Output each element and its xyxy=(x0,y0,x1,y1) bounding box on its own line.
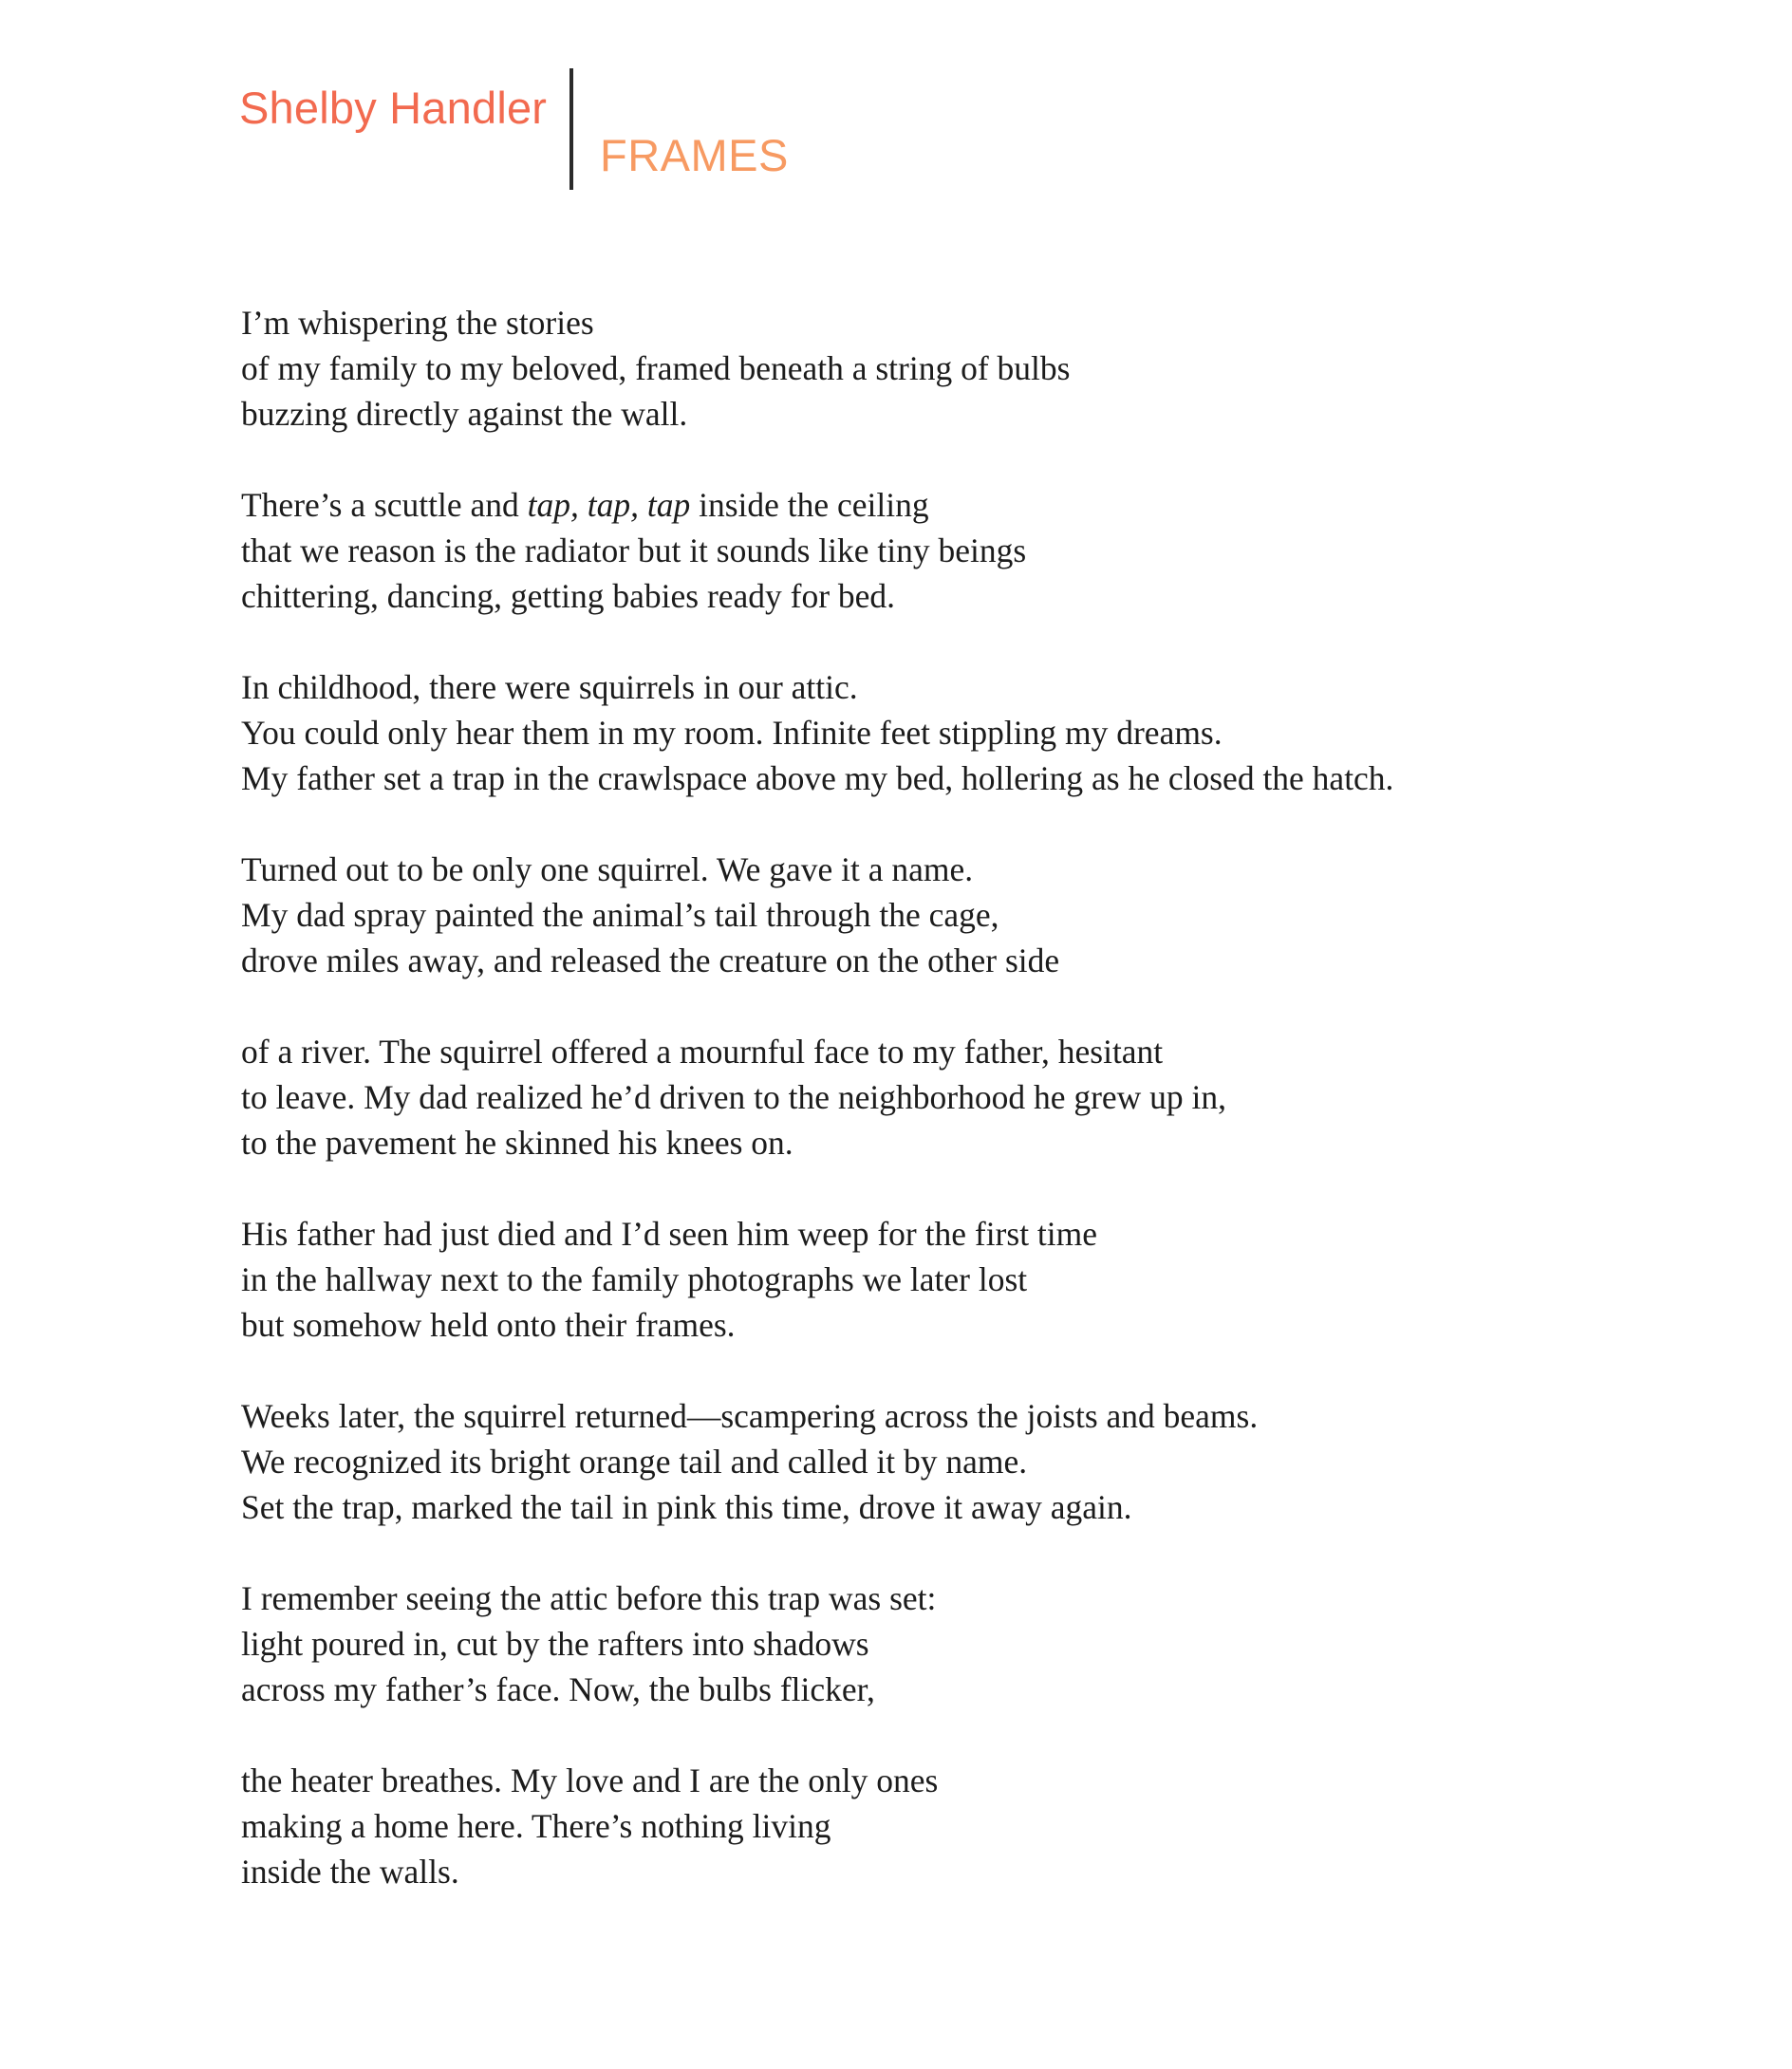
stanza-4 xyxy=(241,847,1722,983)
poem-line-text: inside the ceiling xyxy=(690,486,929,524)
poem-line-italic: tap, tap, tap xyxy=(527,486,691,524)
poem-line: in the hallway next to the family photographs we later lost xyxy=(241,1260,1028,1298)
poem-line: buzzing directly against the wall. xyxy=(241,395,688,433)
stanza-3 xyxy=(241,664,1722,801)
poem-line: that we reason is the radiator but it sounds like tiny beings xyxy=(241,531,1027,569)
poem-line: chittering, dancing, getting babies ready for bed. xyxy=(241,577,896,615)
poem-line: I’m whispering the stories xyxy=(241,304,594,342)
poem-line: I remember seeing the attic before this trap was set: xyxy=(241,1579,937,1617)
poem-line: You could only hear them in my room. Infinite feet stippling my dreams. xyxy=(241,714,1223,752)
poem-line-text: There’s a scuttle and xyxy=(241,486,528,524)
poem-line: We recognized its bright orange tail and called it by name. xyxy=(241,1443,1028,1481)
poem-line: to the pavement he skinned his knees on. xyxy=(241,1124,793,1162)
poem-line: making a home here. There’s nothing living xyxy=(241,1807,831,1845)
poem-line: Set the trap, marked the tail in pink this time, drove it away again. xyxy=(241,1488,1132,1526)
poem-line: In childhood, there were squirrels in our attic. xyxy=(241,668,858,706)
poem-line: of my family to my beloved, framed beneath a string of bulbs xyxy=(241,349,1071,387)
stanza-9 xyxy=(241,1758,1722,1894)
header-divider xyxy=(569,68,573,190)
stanza-8 xyxy=(241,1575,1722,1712)
poem-line: My dad spray painted the animal’s tail through the cage, xyxy=(241,896,999,934)
stanza-6 xyxy=(241,1211,1722,1348)
poem-line: Weeks later, the squirrel returned—scampering across the joists and beams. xyxy=(241,1397,1259,1435)
poem-line: Turned out to be only one squirrel. We gave it a name. xyxy=(241,850,974,888)
poem-line: light poured in, cut by the rafters into shadows xyxy=(241,1625,869,1663)
poem-line: the heater breathes. My love and I are the only ones xyxy=(241,1761,939,1799)
poem-title: FRAMES xyxy=(600,130,789,180)
poem-line: inside the walls. xyxy=(241,1853,459,1891)
poem-line: across my father’s face. Now, the bulbs flicker, xyxy=(241,1670,875,1708)
author-name: Shelby Handler xyxy=(239,83,548,133)
poem-body xyxy=(241,300,1722,1940)
poem-line: to leave. My dad realized he’d driven to the neighborhood he grew up in, xyxy=(241,1078,1227,1116)
poem-line: of a river. The squirrel offered a mournful face to my father, hesitant xyxy=(241,1033,1164,1071)
stanza-7 xyxy=(241,1393,1722,1530)
poem-line: but somehow held onto their frames. xyxy=(241,1306,736,1344)
poem-line xyxy=(241,482,1722,528)
stanza-1 xyxy=(241,300,1722,437)
poem-line: His father had just died and I’d seen him weep for the first time xyxy=(241,1215,1098,1253)
stanza-2 xyxy=(241,482,1722,619)
poem-line: drove miles away, and released the creature on the other side xyxy=(241,941,1060,979)
page-header xyxy=(0,0,1792,247)
poem-line: My father set a trap in the crawlspace above my bed, hollering as he closed the hatch. xyxy=(241,759,1394,797)
stanza-5 xyxy=(241,1029,1722,1165)
